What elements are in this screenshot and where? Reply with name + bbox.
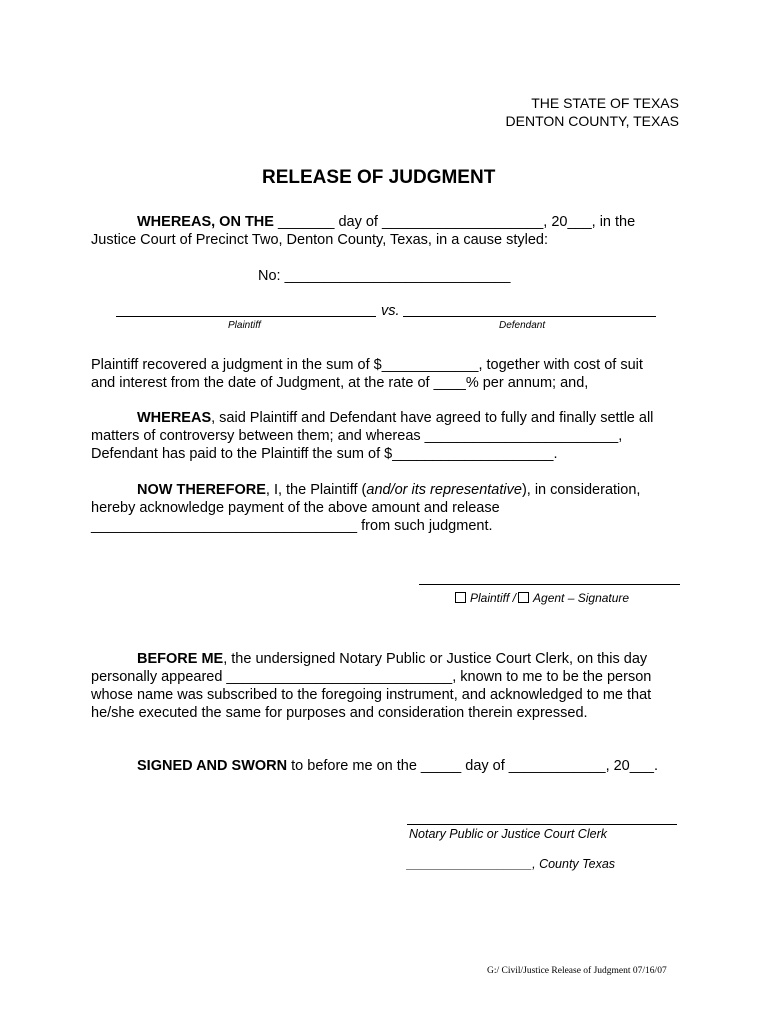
plaintiff-option-label: Plaintiff / [470,591,517,605]
settlement-lead: WHEREAS [137,410,212,426]
judgment-line-1: Plaintiff recovered a judgment in the sum of $____________, together with cost of suit [91,357,643,373]
whereas-lead: WHEREAS, ON THE [137,214,274,230]
notary-line-1-rest: , the undersigned Notary Public or Justice Court Clerk, on this day [223,651,648,667]
settlement-line-3: Defendant has paid to the Plaintiff the sum of $____________________. [91,446,558,462]
settlement-line-1-rest: , said Plaintiff and Defendant have agreed to fully and finally settle all [211,410,654,426]
document-title: RELEASE OF JUDGMENT [262,167,496,188]
agent-option-label: Agent – Signature [533,591,630,605]
sworn-line-rest: to before me on the _____ day of ____________, 20___. [287,758,658,774]
county-heading: DENTON COUNTY, TEXAS [505,113,679,129]
sworn-lead: SIGNED AND SWORN [137,758,288,774]
notary-line-3: whose name was subscribed to the foregoing instrument, and acknowledged to me that [91,687,652,703]
settlement-line-2: matters of controversy between them; and whereas ________________________, [91,428,623,444]
notary-signature-line [407,824,677,825]
state-heading: THE STATE OF TEXAS [531,95,679,111]
notary-line-1 [137,650,647,668]
notary-title-label: Notary Public or Justice Court Clerk [409,827,607,841]
release-lead: NOW THEREFORE [137,482,266,498]
settlement-line-1 [137,409,653,427]
plaintiff-checkbox[interactable] [455,592,466,603]
notary-line-2: personally appeared ____________________________, known to me to be the person [91,669,652,685]
release-line-1-a: , I, the Plaintiff ( [265,482,367,498]
document-footer: G:/ Civil/Justice Release of Judgment 07/16/07 [487,966,667,976]
release-line-3: _________________________________ from such judgment. [91,518,493,534]
signature-line [419,584,680,585]
release-line-1-italic: and/or its representative [366,482,522,498]
signature-options [455,589,629,607]
release-line-1-b: ), in consideration, [521,482,641,498]
agent-checkbox[interactable] [518,592,529,603]
defendant-blank [403,316,656,317]
notary-line-4: he/she executed the same for purposes and consideration therein expressed. [91,705,588,721]
release-line-1 [137,481,640,499]
whereas-line-2: Justice Court of Precinct Two, Denton County, Texas, in a cause styled: [91,232,548,248]
notary-lead: BEFORE ME [137,651,224,667]
defendant-label: Defendant [499,320,546,331]
cause-number: No: ____________________________ [258,268,511,284]
whereas-line-1 [137,213,635,231]
notary-county-line: __________________, County Texas [407,857,616,871]
judgment-line-2: and interest from the date of Judgment, at the rate of ____% per annum; and, [91,375,589,391]
release-line-2: hereby acknowledge payment of the above amount and release [91,500,500,516]
whereas-line-1-rest: _______ day of ____________________, 20___, in the [273,214,636,230]
sworn-line [137,757,658,775]
versus-text: vs. [381,303,400,319]
plaintiff-label: Plaintiff [228,320,261,331]
plaintiff-blank [116,316,376,317]
